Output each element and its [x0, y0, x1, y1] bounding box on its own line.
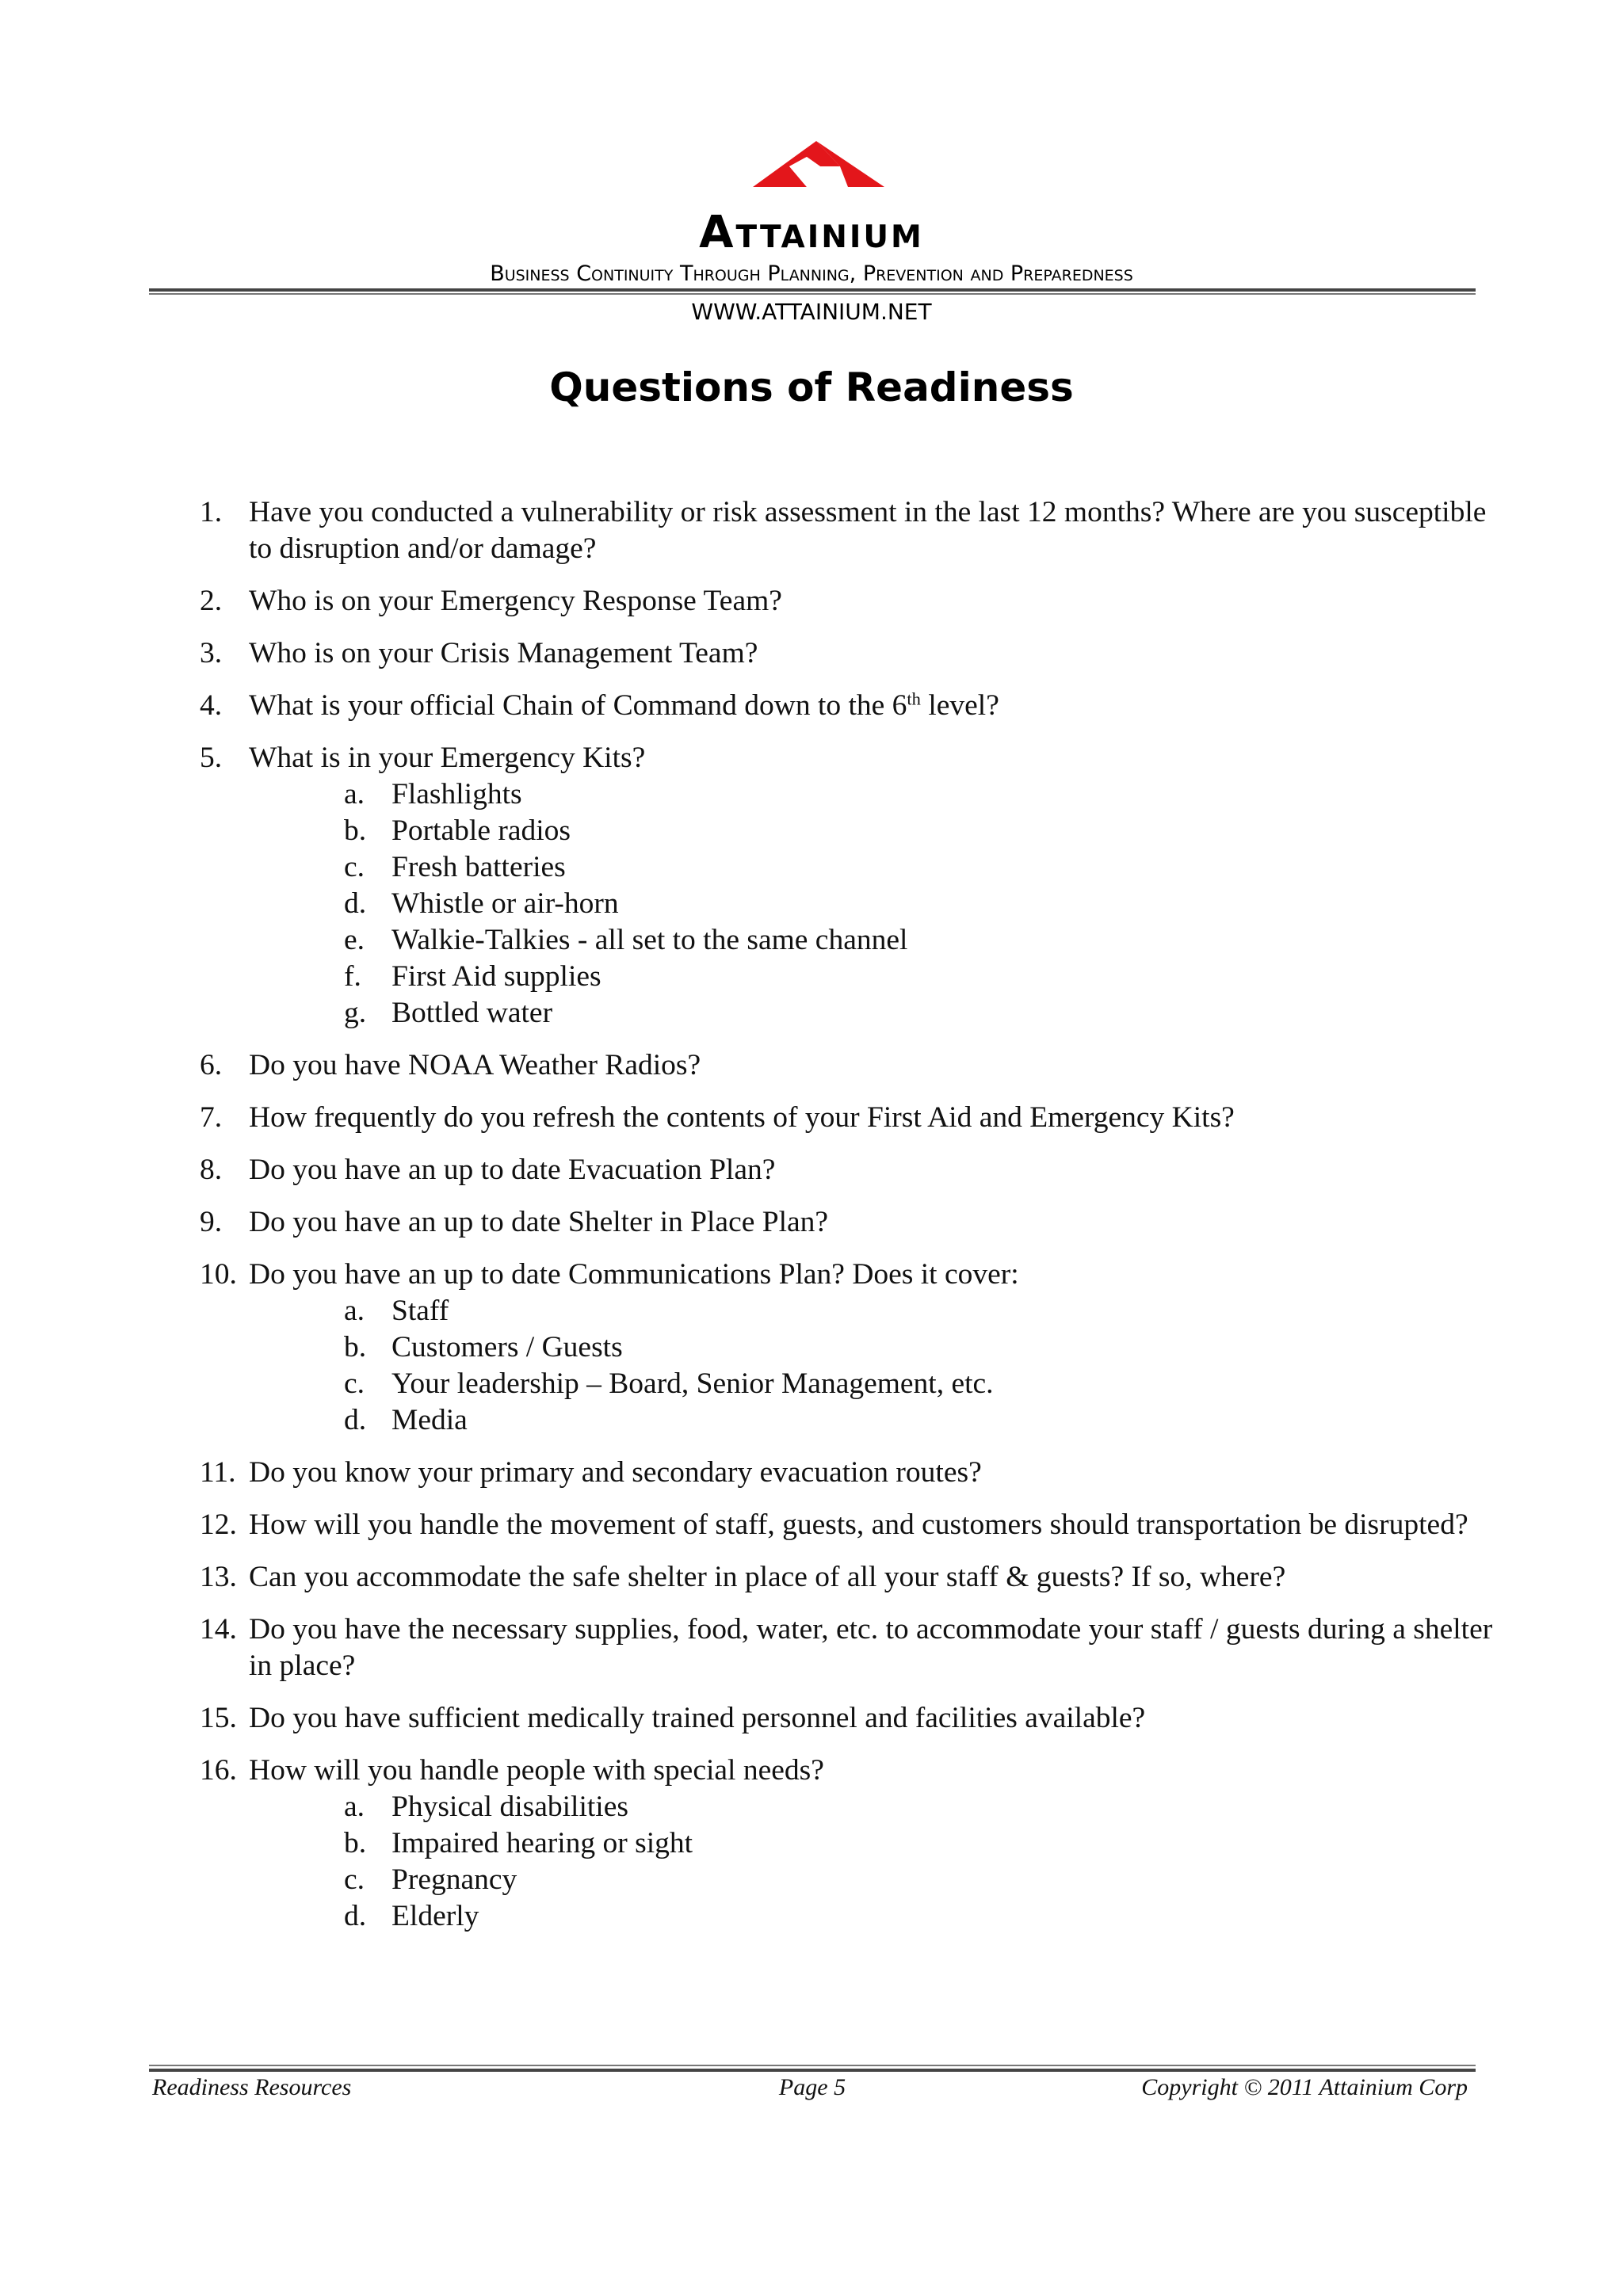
question-item	[200, 1152, 1499, 1188]
question-text: Do you have an up to date Shelter in Place Plan?	[249, 1206, 829, 1238]
sub-item	[249, 886, 1499, 922]
question-text: Have you conducted a vulnerability or risk assessment in the last 12 months? Where are you susceptible to disruption and/or damage?	[249, 496, 1487, 565]
sub-item-letter: a.	[344, 1295, 365, 1327]
sub-item-letter: d.	[344, 1404, 367, 1436]
website-link[interactable]: WWW.ATTAINIUM.NET	[691, 299, 932, 325]
sub-item	[249, 1898, 1499, 1935]
question-number: 13.	[200, 1561, 237, 1593]
question-number: 5.	[200, 742, 223, 774]
question-text: How will you handle the movement of staff, guests, and customers should transportation be disrupted?	[249, 1508, 1468, 1541]
question-number: 12.	[200, 1508, 237, 1541]
sub-item-letter: d.	[344, 887, 367, 920]
question-number: 9.	[200, 1206, 223, 1238]
question-item	[200, 1047, 1499, 1084]
sub-item-letter: d.	[344, 1900, 367, 1932]
sub-item	[249, 813, 1499, 849]
question-item	[200, 1611, 1499, 1684]
page-title: Questions of Readiness	[549, 364, 1074, 410]
question-number: 16.	[200, 1754, 237, 1787]
sub-item-text: Physical disabilities	[391, 1791, 628, 1823]
sub-item	[249, 1825, 1499, 1862]
question-text: How frequently do you refresh the contents of your First Aid and Emergency Kits?	[249, 1101, 1235, 1134]
question-item	[200, 1257, 1499, 1439]
question-text: Do you have an up to date Evacuation Plan?	[249, 1154, 776, 1186]
sub-item-letter: c.	[344, 851, 365, 883]
sub-item-letter: b.	[344, 814, 367, 847]
question-item	[200, 1559, 1499, 1596]
question-number: 4.	[200, 689, 223, 722]
sub-item-text: Flashlights	[391, 778, 522, 810]
sub-item	[249, 776, 1499, 813]
question-text: Who is on your Emergency Response Team?	[249, 585, 782, 617]
question-text: Can you accommodate the safe shelter in place of all your staff & guests? If so, where?	[249, 1561, 1286, 1593]
header-rule-thick	[149, 288, 1476, 292]
sub-item	[249, 849, 1499, 886]
question-text-part: level?	[920, 689, 999, 722]
question-number: 11.	[200, 1456, 236, 1489]
sub-item-letter: e.	[344, 924, 365, 956]
question-number: 14.	[200, 1613, 237, 1646]
brand-tagline: Business Continuity Through Planning, Prevention and Preparedness	[490, 261, 1133, 286]
sub-item	[249, 1862, 1499, 1898]
question-text: Do you have an up to date Communications Plan? Does it cover:	[249, 1258, 1019, 1291]
sub-item-text: Media	[391, 1404, 468, 1436]
question-number: 10.	[200, 1258, 237, 1291]
sub-item-text: Pregnancy	[391, 1863, 517, 1896]
sub-item-text: Whistle or air-horn	[391, 887, 619, 920]
question-text: Do you have the necessary supplies, food, water, etc. to accommodate your staff / guests during a shelter in place?	[249, 1613, 1493, 1682]
sub-item	[249, 922, 1499, 959]
question-number: 8.	[200, 1154, 223, 1186]
footer-rule-thick	[149, 2069, 1476, 2072]
sub-item	[249, 1789, 1499, 1825]
sub-item-letter: b.	[344, 1827, 367, 1859]
question-item	[200, 740, 1499, 1032]
question-number: 15.	[200, 1702, 237, 1734]
question-number: 7.	[200, 1101, 223, 1134]
question-item	[200, 688, 1499, 724]
question-text	[249, 688, 1499, 724]
question-text-part: What is your official Chain of Command down to the 6	[249, 689, 907, 722]
question-item	[200, 1700, 1499, 1737]
sub-item	[249, 1293, 1499, 1329]
header-rule-thin	[149, 293, 1476, 295]
footer-rule-thin	[149, 2065, 1476, 2066]
question-text: Do you know your primary and secondary evacuation routes?	[249, 1456, 982, 1489]
sub-item	[249, 959, 1499, 995]
footer-page-number: Page 5	[778, 2074, 846, 2100]
sub-item-text: Fresh batteries	[391, 851, 566, 883]
question-number: 3.	[200, 637, 223, 669]
sub-item-letter: c.	[344, 1367, 365, 1400]
sub-item	[249, 1329, 1499, 1366]
sub-item-text: Walkie-Talkies - all set to the same channel	[391, 924, 908, 956]
question-text: What is in your Emergency Kits?	[249, 742, 646, 774]
sub-item	[249, 1366, 1499, 1402]
question-number: 2.	[200, 585, 223, 617]
question-text: Do you have NOAA Weather Radios?	[249, 1049, 701, 1081]
question-item	[200, 494, 1499, 567]
sub-item-letter: a.	[344, 1791, 365, 1823]
sub-item-letter: a.	[344, 778, 365, 810]
question-item	[200, 1204, 1499, 1241]
question-item	[200, 1100, 1499, 1136]
sub-item-letter: f.	[344, 960, 361, 993]
sub-item-letter: c.	[344, 1863, 365, 1896]
question-item	[200, 1507, 1499, 1543]
sub-item	[249, 1402, 1499, 1439]
question-text: Do you have sufficient medically trained personnel and facilities available?	[249, 1702, 1146, 1734]
question-number: 1.	[200, 496, 223, 528]
brand-name: Attainium	[699, 207, 924, 258]
question-item	[200, 1455, 1499, 1491]
sub-item-letter: b.	[344, 1331, 367, 1363]
sub-item-text: Bottled water	[391, 997, 553, 1029]
sub-item-text: Your leadership – Board, Senior Management, etc.	[391, 1367, 994, 1400]
attainium-logo-icon	[745, 139, 888, 215]
sub-item-text: Staff	[391, 1295, 449, 1327]
question-item	[200, 635, 1499, 672]
ordinal-superscript: th	[907, 688, 921, 709]
sub-item-letter: g.	[344, 997, 367, 1029]
sub-item-text: Customers / Guests	[391, 1331, 623, 1363]
footer-copyright: Copyright © 2011 Attainium Corp	[1141, 2074, 1468, 2100]
question-text: How will you handle people with special needs?	[249, 1754, 824, 1787]
sub-item-text: Elderly	[391, 1900, 479, 1932]
question-number: 6.	[200, 1049, 223, 1081]
question-item	[200, 1753, 1499, 1935]
question-list	[200, 494, 1499, 1951]
question-item	[200, 583, 1499, 620]
question-text: Who is on your Crisis Management Team?	[249, 637, 758, 669]
footer-doc-name: Readiness Resources	[152, 2074, 352, 2100]
sub-item	[249, 995, 1499, 1032]
sub-item-text: Impaired hearing or sight	[391, 1827, 693, 1859]
sub-item-text: Portable radios	[391, 814, 571, 847]
sub-item-text: First Aid supplies	[391, 960, 601, 993]
